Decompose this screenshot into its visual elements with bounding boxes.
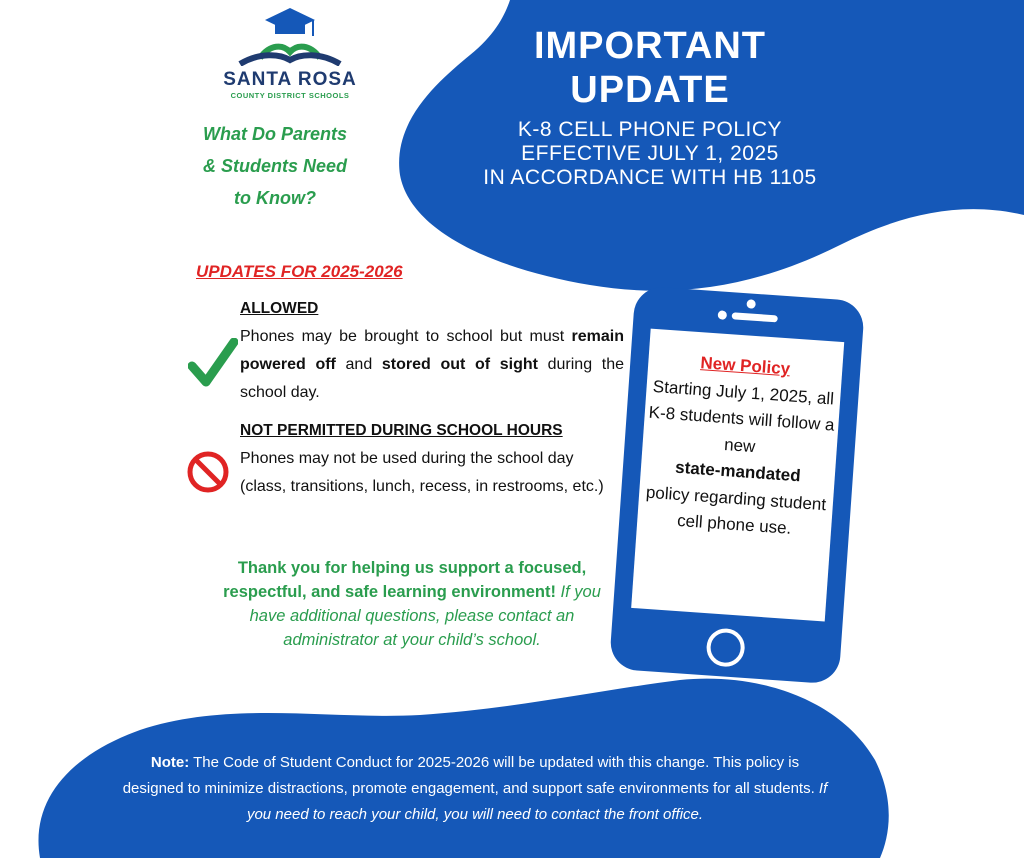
graduation-book-icon [235,8,345,66]
district-logo [210,8,370,100]
phone-text-part: Starting July 1, 2025, all K-8 students will follow a new [648,376,836,456]
phone-text-part: policy regarding student cell phone use. [645,482,827,538]
not-permitted-text: Phones may not be used during the school day (class, transitions, lunch, recess, in restrooms, etc.) [240,450,604,495]
allowed-text-part: and [335,356,382,373]
updates-heading: UPDATES FOR 2025-2026 [196,262,403,281]
logo-name: SANTA ROSA [223,69,357,90]
hero-subtitle-line: IN ACCORDANCE WITH HB 1105 [483,166,817,189]
hero-subtitle-line: EFFECTIVE JULY 1, 2025 [521,142,779,165]
allowed-bold-part: remain powered off [240,328,624,373]
allowed-text [240,323,624,407]
note-label: Note: [150,754,190,771]
thanks-italic: If you have additional questions, please contact an administrator at your child’s school. [249,583,601,649]
conduct-note [120,750,830,828]
not-permitted-title: NOT PERMITTED DURING SCHOOL HOURS [240,422,563,439]
hero-heading [460,24,840,190]
question-line: What Do Parents [202,124,348,144]
question-line: & Students Need [202,156,348,176]
hero-title-line: UPDATE [570,69,730,111]
phone-screen-text [637,347,843,546]
prohibited-icon [186,450,230,494]
parents-question [175,118,375,214]
phone-bold-part: state-mandated [674,457,802,486]
thanks-message [222,556,602,652]
question-line: to Know? [234,188,316,208]
logo-subtitle: COUNTY DISTRICT SCHOOLS [230,91,350,100]
hero-subtitle-line: K-8 CELL PHONE POLICY [517,118,783,141]
checkmark-icon [188,338,238,388]
hero-subtitle [460,118,840,190]
hero-title-line: IMPORTANT [533,25,767,67]
allowed-title: ALLOWED [240,300,319,317]
allowed-text-part: Phones may be brought to school but must [240,328,572,345]
new-policy-heading: New Policy [699,353,791,379]
thanks-bold: Thank you for helping us support a focused, respectful, and safe learning environment! [223,559,587,601]
note-text: The Code of Student Conduct for 2025-2026 will be updated with this change. This policy is designed to minimize distractions, promote engagement, and support safe environments for all students. [122,754,815,797]
allowed-bold-part: stored out of sight [381,356,538,373]
allowed-text-part: during the school day. [240,356,624,401]
note-italic: If you need to reach your child, you will need to contact the front office. [246,780,828,823]
phone-graphic [609,285,865,684]
